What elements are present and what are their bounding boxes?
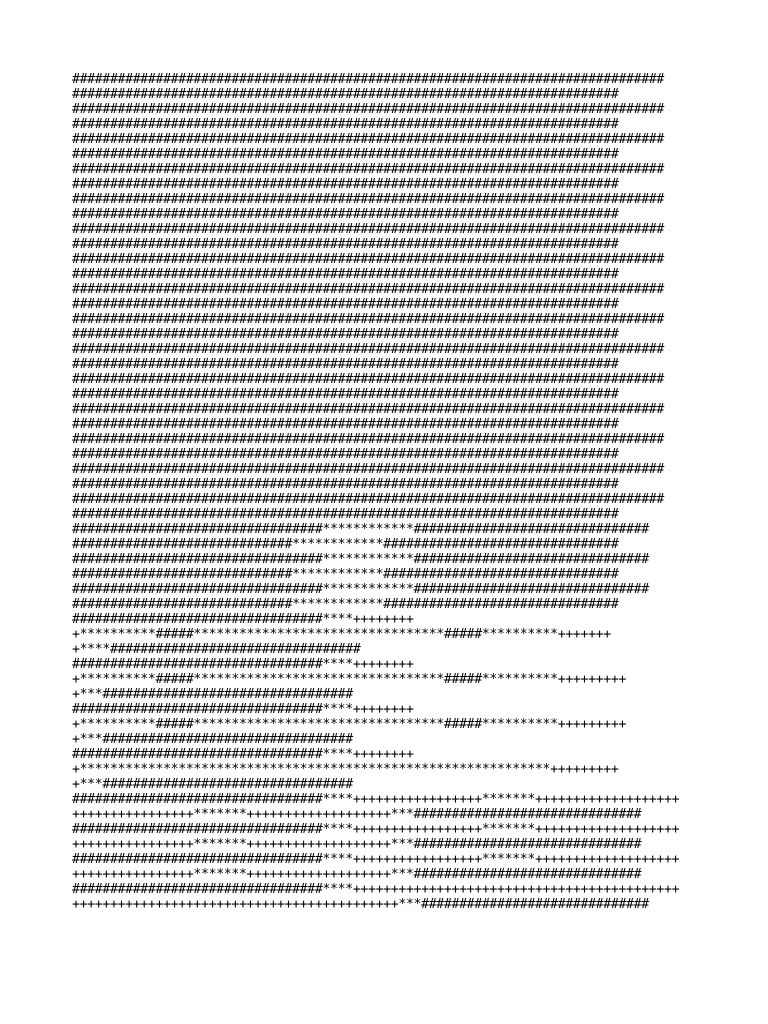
text-line: ##############################################################################: [72, 342, 664, 357]
text-line: ########################################################################: [72, 177, 619, 192]
text-line: ##############################################################################: [72, 72, 664, 87]
text-line: ##############################################################################: [72, 252, 664, 267]
text-line: ##############################################################################: [72, 372, 664, 387]
text-line: #################################****+++++++++++++++++*******+++++++++++++++++++: [72, 822, 680, 837]
text-line: ########################################################################: [72, 237, 619, 252]
text-line: #################################****++++++++: [72, 747, 414, 762]
text-line: ########################################################################: [72, 267, 619, 282]
text-line: ########################################################################: [72, 387, 619, 402]
text-line: +***#################################: [72, 777, 353, 792]
text-line: ##############################################################################: [72, 432, 664, 447]
text-line: ##############################################################################: [72, 192, 664, 207]
text-line: ########################################################################: [72, 297, 619, 312]
text-line: ########################################################################: [72, 147, 619, 162]
text-line: #############################************###############################: [72, 567, 619, 582]
text-line: ########################################################################: [72, 117, 619, 132]
text-line: ##############################################################################: [72, 462, 664, 477]
text-line: +**************************************************************+++++++++: [72, 762, 619, 777]
text-line: #################################****+++++++++++++++++*******+++++++++++++++++++: [72, 792, 680, 807]
text-line: ##############################################################################: [72, 492, 664, 507]
text-line: ++++++++++++++++*******+++++++++++++++++++***##############################: [72, 837, 642, 852]
text-line: +***#################################: [72, 687, 353, 702]
text-line: ########################################################################: [72, 507, 619, 522]
ascii-art-text-block: [72, 72, 712, 912]
text-line: ##############################################################################: [72, 402, 664, 417]
text-line: ++++++++++++++++*******+++++++++++++++++++***##############################: [72, 807, 642, 822]
text-line: #################################************###############################: [72, 522, 649, 537]
text-line: #################################************###############################: [72, 552, 649, 567]
text-line: #############################************###############################: [72, 597, 619, 612]
text-line: #################################****+++++++++++++++++*******+++++++++++++++++++: [72, 852, 680, 867]
text-line: ##############################################################################: [72, 102, 664, 117]
text-line: ########################################################################: [72, 447, 619, 462]
text-line: ########################################################################: [72, 87, 619, 102]
text-line: #############################************###############################: [72, 537, 619, 552]
text-line: +**********#####*********************************#####**********+++++++++: [72, 672, 627, 687]
text-line: ########################################################################: [72, 327, 619, 342]
text-line: #################################****++++++++: [72, 702, 414, 717]
text-line: ##############################################################################: [72, 282, 664, 297]
text-line: ##############################################################################: [72, 162, 664, 177]
text-line: ##############################################################################: [72, 312, 664, 327]
text-line: ########################################################################: [72, 357, 619, 372]
text-line: ##############################################################################: [72, 222, 664, 237]
text-line: #################################************###############################: [72, 582, 649, 597]
text-line: ########################################################################: [72, 417, 619, 432]
text-line: #################################****++++++++: [72, 612, 414, 627]
text-line: ##############################################################################: [72, 132, 664, 147]
text-line: ########################################################################: [72, 477, 619, 492]
text-line: ########################################################################: [72, 207, 619, 222]
text-line: +**********#####*********************************#####**********+++++++: [72, 627, 611, 642]
text-line: +++++++++++++++++++++++++++++++++++++++++++***##############################: [72, 897, 649, 912]
text-line: +****#################################: [72, 642, 361, 657]
text-line: +***#################################: [72, 732, 353, 747]
text-line: #################################****++++++++: [72, 657, 414, 672]
text-line: ++++++++++++++++*******+++++++++++++++++++***##############################: [72, 867, 642, 882]
text-line: +**********#####*********************************#####**********+++++++++: [72, 717, 627, 732]
text-line: #################################****+++++++++++++++++++++++++++++++++++++++++++: [72, 882, 680, 897]
